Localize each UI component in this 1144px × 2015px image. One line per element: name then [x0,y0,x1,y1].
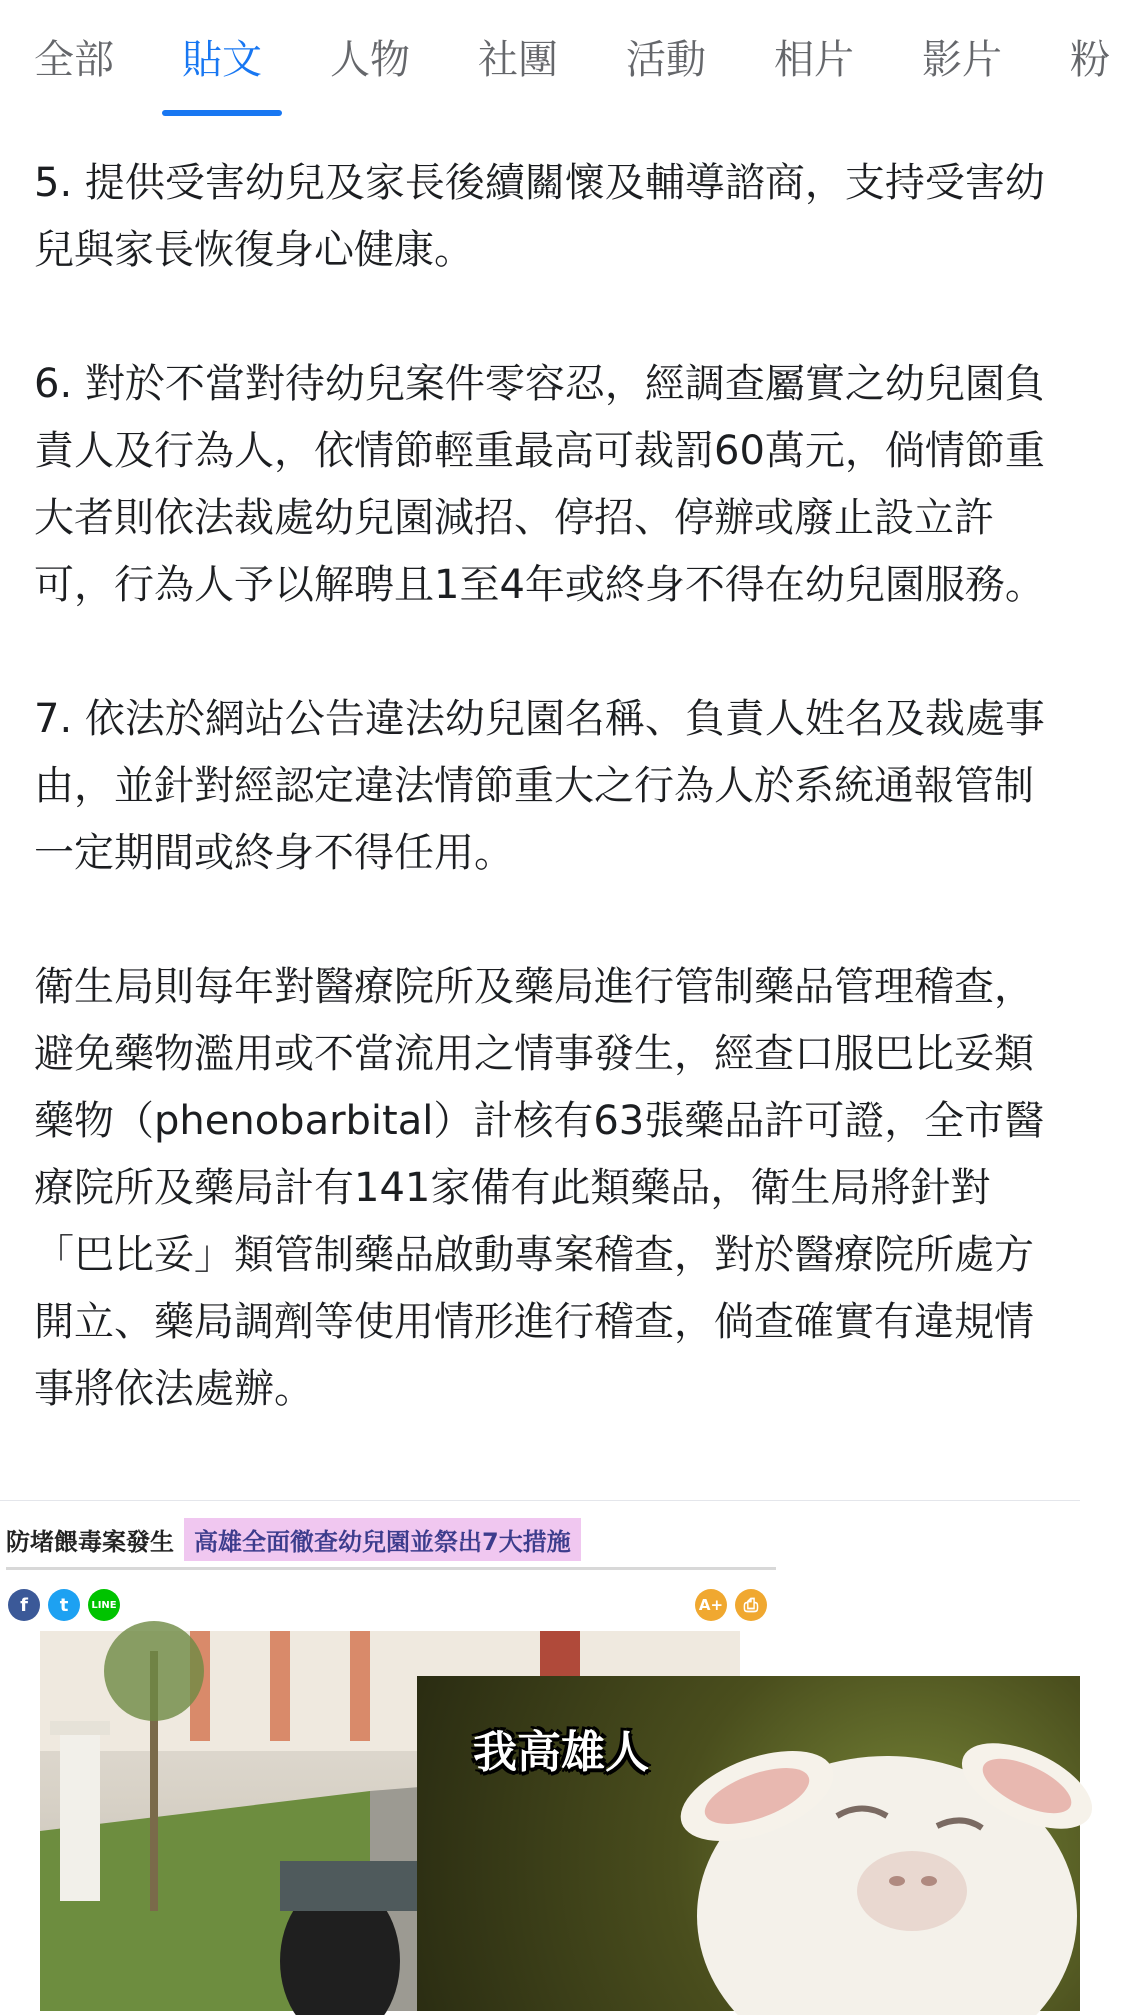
news-label: 防堵餵毒案發生 [6,1527,174,1556]
tool-icons [695,1589,767,1621]
tab-pages[interactable]: 粉 [1070,37,1110,83]
tab-videos[interactable]: 影片 [922,37,1002,83]
news-headline: 高雄全面徹查幼兒園並祭出7大措施 [184,1518,581,1561]
meme-caption: 我高雄人 [473,1727,649,1778]
goat-meme-image [417,1676,1080,2011]
tab-all[interactable]: 全部 [34,37,114,83]
twitter-icon: t [48,1589,80,1621]
facebook-icon: f [8,1589,40,1621]
post-paragraph: 衛生局則每年對醫療院所及藥局進行管制藥品管理稽查，避免藥物濫用或不當流用之情事發生，經查口服巴比妥類藥物（phenobarbital）計核有63張藥品許可證，全市醫療院所及藥局計有141家備有此類藥品，衛生局將針對「巴比妥」類管制藥品啟動專案稽查，對於醫療院所處方開立、藥局調劑等使用情形進行稽查，倘查確實有違規情事將依法處辦。 [34,964,1045,1412]
post-paragraph: 7. 依法於網站公告違法幼兒園名稱、負責人姓名及裁處事由，並針對經認定違法情節重大之行為人於系統通報管制一定期間或終身不得任用。 [34,696,1045,876]
tab-events[interactable]: 活動 [626,37,706,83]
search-filter-tabs [0,0,1110,120]
divider [6,1567,776,1570]
tab-people[interactable]: 人物 [330,37,410,83]
news-title-bar [6,1519,581,1559]
print-icon: ⎙ [735,1589,767,1621]
font-size-icon: A+ [695,1589,727,1621]
post-body [34,150,1054,1490]
post-image[interactable] [0,1500,1080,2011]
tab-groups[interactable]: 社團 [478,37,558,83]
share-icons [8,1589,120,1621]
tab-photos[interactable]: 相片 [774,37,854,83]
post-paragraph: 6. 對於不當對待幼兒案件零容忍，經調查屬實之幼兒園負責人及行為人，依情節輕重最高可裁罰60萬元，倘情節重大者則依法裁處幼兒園減招、停招、停辦或廢止設立許可，行為人予以解聘且1至4年或終身不得在幼兒園服務。 [34,361,1045,608]
line-icon: LINE [88,1589,120,1621]
tab-posts[interactable]: 貼文 [148,0,296,120]
post-paragraph: 5. 提供受害幼兒及家長後續關懷及輔導諮商，支持受害幼兒與家長恢復身心健康。 [34,160,1045,273]
